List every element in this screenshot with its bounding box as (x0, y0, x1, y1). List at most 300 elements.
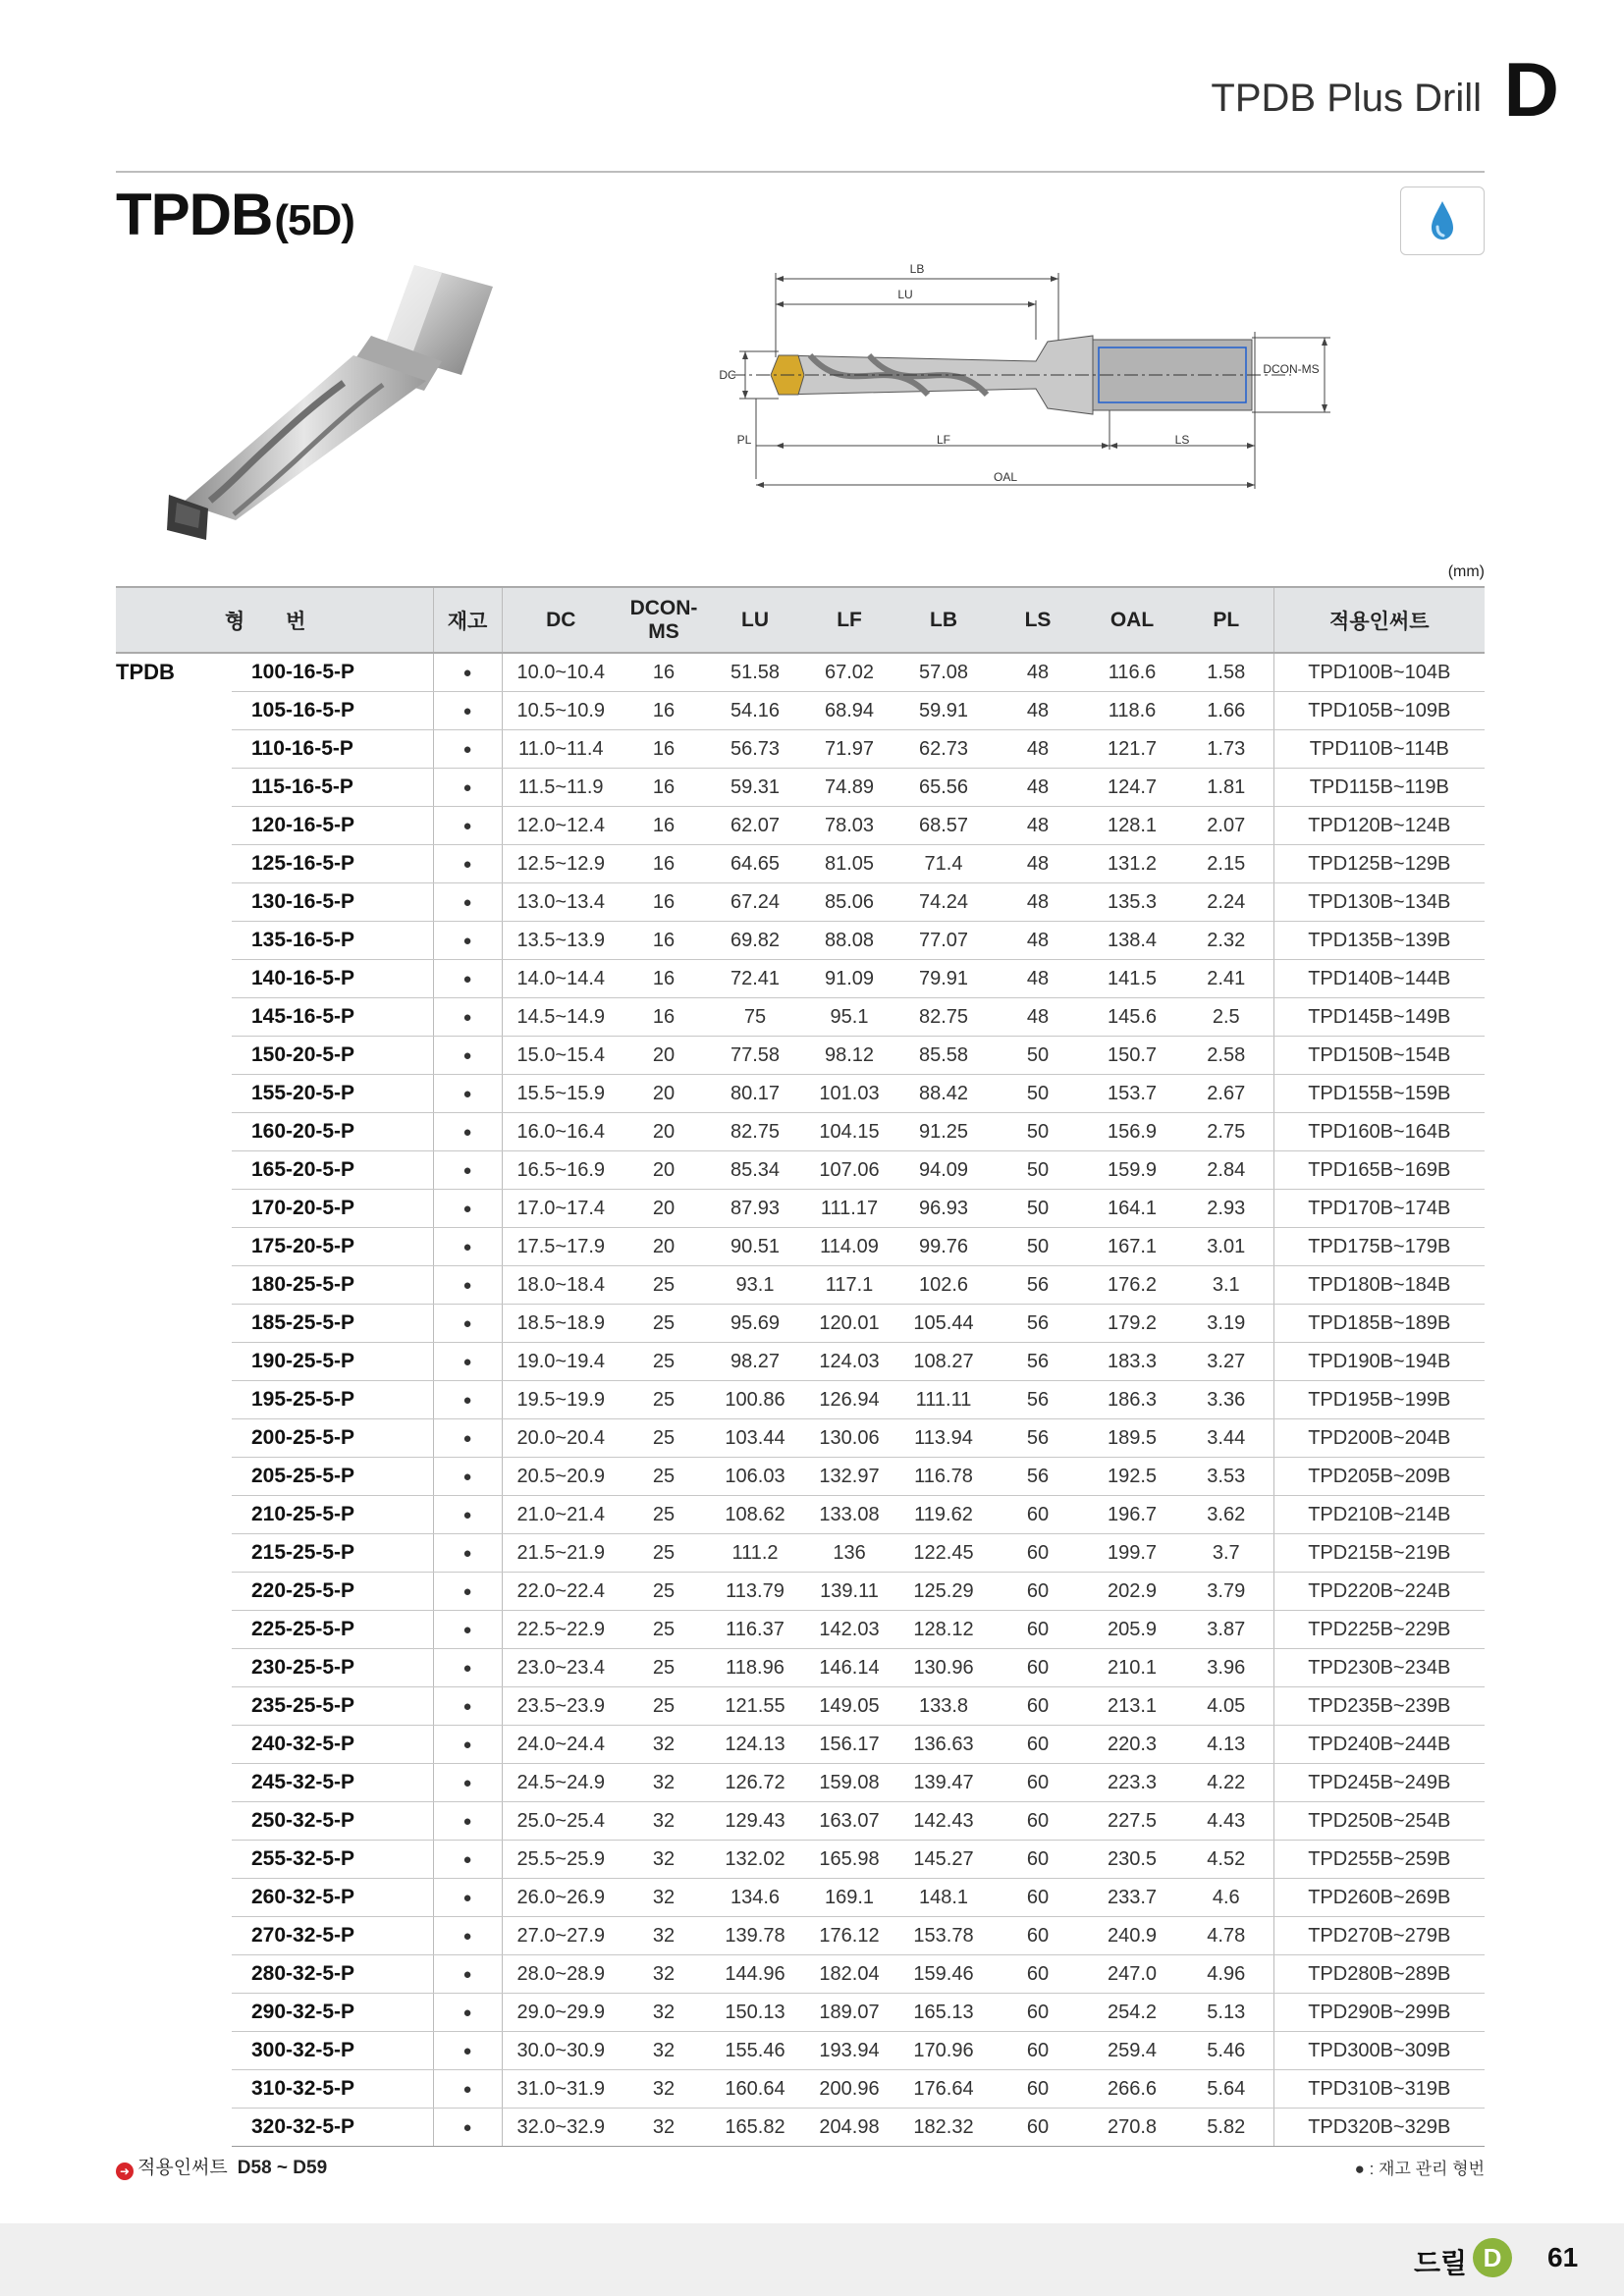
ls-cell: 50 (991, 1075, 1085, 1113)
model-cell: 260-32-5-P (232, 1879, 433, 1917)
model-cell: 145-16-5-P (232, 998, 433, 1037)
dcon-cell: 25 (620, 1534, 708, 1573)
lb-cell: 136.63 (896, 1726, 991, 1764)
model-cell: 310-32-5-P (232, 2070, 433, 2109)
lf-cell: 133.08 (802, 1496, 896, 1534)
lu-cell: 69.82 (708, 922, 802, 960)
stock-cell: ● (433, 1381, 502, 1419)
spec-table (116, 586, 1485, 2147)
lb-cell: 65.56 (896, 769, 991, 807)
pl-cell: 1.66 (1179, 692, 1273, 730)
pl-cell: 4.96 (1179, 1955, 1273, 1994)
lb-cell: 125.29 (896, 1573, 991, 1611)
table-row (116, 1075, 1485, 1113)
lu-cell: 118.96 (708, 1649, 802, 1687)
stock-cell: ● (433, 1228, 502, 1266)
dc-cell: 18.0~18.4 (502, 1266, 620, 1305)
stock-cell: ● (433, 1994, 502, 2032)
stock-cell: ● (433, 1534, 502, 1573)
table-row (116, 653, 1485, 692)
table-body (116, 653, 1485, 2147)
table-row (116, 1726, 1485, 1764)
insert-cell: TPD170B~174B (1273, 1190, 1485, 1228)
model-cell: 190-25-5-P (232, 1343, 433, 1381)
lf-cell: 163.07 (802, 1802, 896, 1841)
oal-cell: 196.7 (1085, 1496, 1179, 1534)
insert-cell: TPD290B~299B (1273, 1994, 1485, 2032)
col-lu: LU (708, 587, 802, 653)
ls-cell: 50 (991, 1113, 1085, 1151)
model-cell: 160-20-5-P (232, 1113, 433, 1151)
lb-cell: 176.64 (896, 2070, 991, 2109)
ls-cell: 48 (991, 960, 1085, 998)
model-cell: 320-32-5-P (232, 2109, 433, 2147)
stock-cell: ● (433, 1649, 502, 1687)
table-row (116, 1994, 1485, 2032)
lu-cell: 98.27 (708, 1343, 802, 1381)
insert-cell: TPD160B~164B (1273, 1113, 1485, 1151)
lf-cell: 159.08 (802, 1764, 896, 1802)
pl-cell: 3.62 (1179, 1496, 1273, 1534)
lb-cell: 122.45 (896, 1534, 991, 1573)
stock-cell: ● (433, 692, 502, 730)
model-cell: 115-16-5-P (232, 769, 433, 807)
insert-cell: TPD135B~139B (1273, 922, 1485, 960)
dcon-cell: 32 (620, 1994, 708, 2032)
dim-label-ls: LS (1174, 433, 1190, 447)
lf-cell: 146.14 (802, 1649, 896, 1687)
ls-cell: 50 (991, 1190, 1085, 1228)
dcon-cell: 16 (620, 960, 708, 998)
stock-cell: ● (433, 1305, 502, 1343)
model-cell: 225-25-5-P (232, 1611, 433, 1649)
pl-cell: 3.79 (1179, 1573, 1273, 1611)
ls-cell: 48 (991, 730, 1085, 769)
lu-cell: 67.24 (708, 883, 802, 922)
model-cell: 200-25-5-P (232, 1419, 433, 1458)
oal-cell: 124.7 (1085, 769, 1179, 807)
stock-cell: ● (433, 1266, 502, 1305)
insert-cell: TPD105B~109B (1273, 692, 1485, 730)
coolant-badge (1400, 187, 1485, 255)
pl-cell: 5.13 (1179, 1994, 1273, 2032)
table-row (116, 1802, 1485, 1841)
dcon-cell: 25 (620, 1266, 708, 1305)
lu-cell: 111.2 (708, 1534, 802, 1573)
pl-cell: 3.01 (1179, 1228, 1273, 1266)
lf-cell: 81.05 (802, 845, 896, 883)
lu-cell: 134.6 (708, 1879, 802, 1917)
table-row (116, 1419, 1485, 1458)
table-row (116, 1151, 1485, 1190)
ls-cell: 60 (991, 1687, 1085, 1726)
table-row (116, 1228, 1485, 1266)
ls-cell: 56 (991, 1266, 1085, 1305)
lf-cell: 169.1 (802, 1879, 896, 1917)
model-cell: 235-25-5-P (232, 1687, 433, 1726)
product-title-sub: (5D) (274, 196, 354, 244)
dc-cell: 14.0~14.4 (502, 960, 620, 998)
lu-cell: 139.78 (708, 1917, 802, 1955)
pl-cell: 4.6 (1179, 1879, 1273, 1917)
dcon-cell: 16 (620, 807, 708, 845)
model-cell: 150-20-5-P (232, 1037, 433, 1075)
ls-cell: 56 (991, 1419, 1085, 1458)
dc-cell: 13.5~13.9 (502, 922, 620, 960)
lf-cell: 95.1 (802, 998, 896, 1037)
dc-cell: 11.0~11.4 (502, 730, 620, 769)
dcon-cell: 32 (620, 1802, 708, 1841)
section-title: TPDB Plus Drill (1211, 77, 1482, 120)
stock-cell: ● (433, 1841, 502, 1879)
pl-cell: 3.36 (1179, 1381, 1273, 1419)
model-cell: 300-32-5-P (232, 2032, 433, 2070)
dc-cell: 21.0~21.4 (502, 1496, 620, 1534)
oal-cell: 213.1 (1085, 1687, 1179, 1726)
table-row (116, 1573, 1485, 1611)
ls-cell: 48 (991, 883, 1085, 922)
lf-cell: 204.98 (802, 2109, 896, 2147)
insert-cell: TPD190B~194B (1273, 1343, 1485, 1381)
header-rule (116, 171, 1485, 173)
pl-cell: 3.44 (1179, 1419, 1273, 1458)
col-oal: OAL (1085, 587, 1179, 653)
model-cell: 240-32-5-P (232, 1726, 433, 1764)
lu-cell: 77.58 (708, 1037, 802, 1075)
dcon-cell: 20 (620, 1113, 708, 1151)
dc-cell: 20.0~20.4 (502, 1419, 620, 1458)
lf-cell: 91.09 (802, 960, 896, 998)
lu-cell: 160.64 (708, 2070, 802, 2109)
oal-cell: 254.2 (1085, 1994, 1179, 2032)
insert-cell: TPD100B~104B (1273, 653, 1485, 692)
lf-cell: 139.11 (802, 1573, 896, 1611)
lb-cell: 74.24 (896, 883, 991, 922)
stock-cell: ● (433, 1917, 502, 1955)
table-row (116, 1649, 1485, 1687)
lb-cell: 108.27 (896, 1343, 991, 1381)
dc-cell: 16.5~16.9 (502, 1151, 620, 1190)
dc-cell: 19.0~19.4 (502, 1343, 620, 1381)
dc-cell: 27.0~27.9 (502, 1917, 620, 1955)
model-cell: 280-32-5-P (232, 1955, 433, 1994)
lf-cell: 111.17 (802, 1190, 896, 1228)
stock-cell: ● (433, 845, 502, 883)
col-ls: LS (991, 587, 1085, 653)
ls-cell: 56 (991, 1343, 1085, 1381)
model-cell: 210-25-5-P (232, 1496, 433, 1534)
oal-cell: 159.9 (1085, 1151, 1179, 1190)
ls-cell: 60 (991, 1611, 1085, 1649)
ls-cell: 60 (991, 2032, 1085, 2070)
lb-cell: 68.57 (896, 807, 991, 845)
dimension-diagram (702, 253, 1340, 499)
lb-cell: 139.47 (896, 1764, 991, 1802)
stock-cell: ● (433, 922, 502, 960)
lu-cell: 103.44 (708, 1419, 802, 1458)
lu-cell: 85.34 (708, 1151, 802, 1190)
insert-cell: TPD250B~254B (1273, 1802, 1485, 1841)
ls-cell: 48 (991, 653, 1085, 692)
pl-cell: 4.78 (1179, 1917, 1273, 1955)
table-row (116, 1190, 1485, 1228)
stock-cell: ● (433, 1726, 502, 1764)
dc-cell: 12.5~12.9 (502, 845, 620, 883)
oal-cell: 121.7 (1085, 730, 1179, 769)
ls-cell: 56 (991, 1458, 1085, 1496)
stock-cell: ● (433, 1573, 502, 1611)
lb-cell: 113.94 (896, 1419, 991, 1458)
model-cell: 105-16-5-P (232, 692, 433, 730)
lb-cell: 82.75 (896, 998, 991, 1037)
lb-cell: 59.91 (896, 692, 991, 730)
insert-cell: TPD115B~119B (1273, 769, 1485, 807)
lu-cell: 87.93 (708, 1190, 802, 1228)
pl-cell: 2.32 (1179, 922, 1273, 960)
table-row (116, 1534, 1485, 1573)
ls-cell: 48 (991, 922, 1085, 960)
insert-cell: TPD320B~329B (1273, 2109, 1485, 2147)
table-header-row (116, 587, 1485, 653)
pl-cell: 2.24 (1179, 883, 1273, 922)
model-cell: 125-16-5-P (232, 845, 433, 883)
lu-cell: 56.73 (708, 730, 802, 769)
insert-cell: TPD155B~159B (1273, 1075, 1485, 1113)
dc-cell: 23.0~23.4 (502, 1649, 620, 1687)
ls-cell: 48 (991, 845, 1085, 883)
lb-cell: 57.08 (896, 653, 991, 692)
ls-cell: 56 (991, 1381, 1085, 1419)
table-row (116, 1611, 1485, 1649)
lb-cell: 165.13 (896, 1994, 991, 2032)
lu-cell: 121.55 (708, 1687, 802, 1726)
table-row (116, 807, 1485, 845)
pl-cell: 3.87 (1179, 1611, 1273, 1649)
dcon-cell: 32 (620, 1726, 708, 1764)
lf-cell: 85.06 (802, 883, 896, 922)
insert-cell: TPD210B~214B (1273, 1496, 1485, 1534)
table-row (116, 1037, 1485, 1075)
stock-cell: ● (433, 730, 502, 769)
insert-cell: TPD175B~179B (1273, 1228, 1485, 1266)
insert-cell: TPD235B~239B (1273, 1687, 1485, 1726)
stock-cell: ● (433, 769, 502, 807)
ls-cell: 60 (991, 1955, 1085, 1994)
oal-cell: 118.6 (1085, 692, 1179, 730)
lu-cell: 126.72 (708, 1764, 802, 1802)
pl-cell: 4.52 (1179, 1841, 1273, 1879)
col-pl: PL (1179, 587, 1273, 653)
footer-section-badge: D (1473, 2238, 1512, 2277)
model-cell: 270-32-5-P (232, 1917, 433, 1955)
pl-cell: 4.13 (1179, 1726, 1273, 1764)
insert-cell: TPD255B~259B (1273, 1841, 1485, 1879)
lu-cell: 82.75 (708, 1113, 802, 1151)
water-drop-icon (1401, 187, 1484, 254)
lb-cell: 170.96 (896, 2032, 991, 2070)
lf-cell: 124.03 (802, 1343, 896, 1381)
oal-cell: 223.3 (1085, 1764, 1179, 1802)
pl-cell: 4.05 (1179, 1687, 1273, 1726)
lf-cell: 189.07 (802, 1994, 896, 2032)
table-row (116, 1305, 1485, 1343)
table-row (116, 1381, 1485, 1419)
lu-cell: 132.02 (708, 1841, 802, 1879)
oal-cell: 230.5 (1085, 1841, 1179, 1879)
lf-cell: 130.06 (802, 1419, 896, 1458)
lu-cell: 150.13 (708, 1994, 802, 2032)
lf-cell: 193.94 (802, 2032, 896, 2070)
dc-cell: 17.0~17.4 (502, 1190, 620, 1228)
insert-cell: TPD220B~224B (1273, 1573, 1485, 1611)
dc-cell: 13.0~13.4 (502, 883, 620, 922)
insert-ref-label: 적용인써트 (137, 2158, 228, 2178)
table-row (116, 998, 1485, 1037)
table-row (116, 1917, 1485, 1955)
oal-cell: 116.6 (1085, 653, 1179, 692)
arrow-right-icon: ➜ (116, 2163, 134, 2180)
dc-cell: 11.5~11.9 (502, 769, 620, 807)
ls-cell: 50 (991, 1151, 1085, 1190)
dim-label-dcon: DCON-MS (1263, 362, 1320, 376)
lu-cell: 108.62 (708, 1496, 802, 1534)
lf-cell: 136 (802, 1534, 896, 1573)
lf-cell: 142.03 (802, 1611, 896, 1649)
insert-cell: TPD195B~199B (1273, 1381, 1485, 1419)
stock-cell: ● (433, 1343, 502, 1381)
insert-cell: TPD240B~244B (1273, 1726, 1485, 1764)
dim-label-lf: LF (936, 433, 951, 447)
dim-label-dc: DC (719, 368, 736, 382)
insert-cell: TPD120B~124B (1273, 807, 1485, 845)
ls-cell: 60 (991, 1802, 1085, 1841)
dcon-cell: 16 (620, 692, 708, 730)
model-cell: 215-25-5-P (232, 1534, 433, 1573)
pl-cell: 1.73 (1179, 730, 1273, 769)
insert-reference (116, 2153, 327, 2180)
pl-cell: 3.96 (1179, 1649, 1273, 1687)
ls-cell: 60 (991, 2109, 1085, 2147)
dc-cell: 29.0~29.9 (502, 1994, 620, 2032)
page-number: 61 (1547, 2242, 1579, 2272)
lu-cell: 72.41 (708, 960, 802, 998)
oal-cell: 156.9 (1085, 1113, 1179, 1151)
lb-cell: 130.96 (896, 1649, 991, 1687)
dim-label-lb: LB (909, 262, 925, 276)
dcon-cell: 32 (620, 1764, 708, 1802)
insert-cell: TPD300B~309B (1273, 2032, 1485, 2070)
dc-cell: 25.5~25.9 (502, 1841, 620, 1879)
lb-cell: 96.93 (896, 1190, 991, 1228)
oal-cell: 150.7 (1085, 1037, 1179, 1075)
dc-cell: 23.5~23.9 (502, 1687, 620, 1726)
lb-cell: 148.1 (896, 1879, 991, 1917)
model-cell: 245-32-5-P (232, 1764, 433, 1802)
oal-cell: 247.0 (1085, 1955, 1179, 1994)
oal-cell: 240.9 (1085, 1917, 1179, 1955)
pl-cell: 5.82 (1179, 2109, 1273, 2147)
dcon-cell: 25 (620, 1343, 708, 1381)
lu-cell: 129.43 (708, 1802, 802, 1841)
lu-cell: 90.51 (708, 1228, 802, 1266)
stock-cell: ● (433, 1075, 502, 1113)
oal-cell: 210.1 (1085, 1649, 1179, 1687)
oal-cell: 233.7 (1085, 1879, 1179, 1917)
dc-cell: 30.0~30.9 (502, 2032, 620, 2070)
dc-cell: 32.0~32.9 (502, 2109, 620, 2147)
insert-cell: TPD165B~169B (1273, 1151, 1485, 1190)
dcon-cell: 25 (620, 1381, 708, 1419)
insert-cell: TPD245B~249B (1273, 1764, 1485, 1802)
oal-cell: 164.1 (1085, 1190, 1179, 1228)
dcon-cell: 32 (620, 1955, 708, 1994)
pl-cell: 3.7 (1179, 1534, 1273, 1573)
lb-cell: 88.42 (896, 1075, 991, 1113)
dc-cell: 15.0~15.4 (502, 1037, 620, 1075)
dim-label-pl: PL (736, 433, 752, 447)
model-cell: 120-16-5-P (232, 807, 433, 845)
dcon-cell: 25 (620, 1687, 708, 1726)
oal-cell: 176.2 (1085, 1266, 1179, 1305)
model-cell: 165-20-5-P (232, 1151, 433, 1190)
dcon-cell: 25 (620, 1573, 708, 1611)
lf-cell: 176.12 (802, 1917, 896, 1955)
pl-cell: 3.53 (1179, 1458, 1273, 1496)
product-title (116, 181, 354, 248)
dc-cell: 31.0~31.9 (502, 2070, 620, 2109)
ls-cell: 60 (991, 1573, 1085, 1611)
pl-cell: 4.43 (1179, 1802, 1273, 1841)
stock-cell: ● (433, 1802, 502, 1841)
ls-cell: 60 (991, 1879, 1085, 1917)
dc-cell: 18.5~18.9 (502, 1305, 620, 1343)
ls-cell: 60 (991, 1764, 1085, 1802)
pl-cell: 2.5 (1179, 998, 1273, 1037)
drill-photo (147, 257, 511, 552)
oal-cell: 266.6 (1085, 2070, 1179, 2109)
table-row (116, 2070, 1485, 2109)
lb-cell: 142.43 (896, 1802, 991, 1841)
model-cell: 140-16-5-P (232, 960, 433, 998)
table-row (116, 1266, 1485, 1305)
ls-cell: 48 (991, 769, 1085, 807)
pl-cell: 2.67 (1179, 1075, 1273, 1113)
dc-cell: 21.5~21.9 (502, 1534, 620, 1573)
lf-cell: 200.96 (802, 2070, 896, 2109)
model-cell: 130-16-5-P (232, 883, 433, 922)
pl-cell: 3.27 (1179, 1343, 1273, 1381)
oal-cell: 205.9 (1085, 1611, 1179, 1649)
lb-cell: 133.8 (896, 1687, 991, 1726)
stock-cell: ● (433, 1190, 502, 1228)
lu-cell: 93.1 (708, 1266, 802, 1305)
dcon-cell: 25 (620, 1496, 708, 1534)
lb-cell: 111.11 (896, 1381, 991, 1419)
insert-cell: TPD230B~234B (1273, 1649, 1485, 1687)
stock-cell: ● (433, 2109, 502, 2147)
ls-cell: 50 (991, 1228, 1085, 1266)
dcon-cell: 25 (620, 1305, 708, 1343)
stock-cell: ● (433, 1955, 502, 1994)
lf-cell: 182.04 (802, 1955, 896, 1994)
stock-cell: ● (433, 883, 502, 922)
pl-cell: 3.1 (1179, 1266, 1273, 1305)
col-lb: LB (896, 587, 991, 653)
lu-cell: 116.37 (708, 1611, 802, 1649)
insert-cell: TPD200B~204B (1273, 1419, 1485, 1458)
oal-cell: 186.3 (1085, 1381, 1179, 1419)
insert-cell: TPD145B~149B (1273, 998, 1485, 1037)
